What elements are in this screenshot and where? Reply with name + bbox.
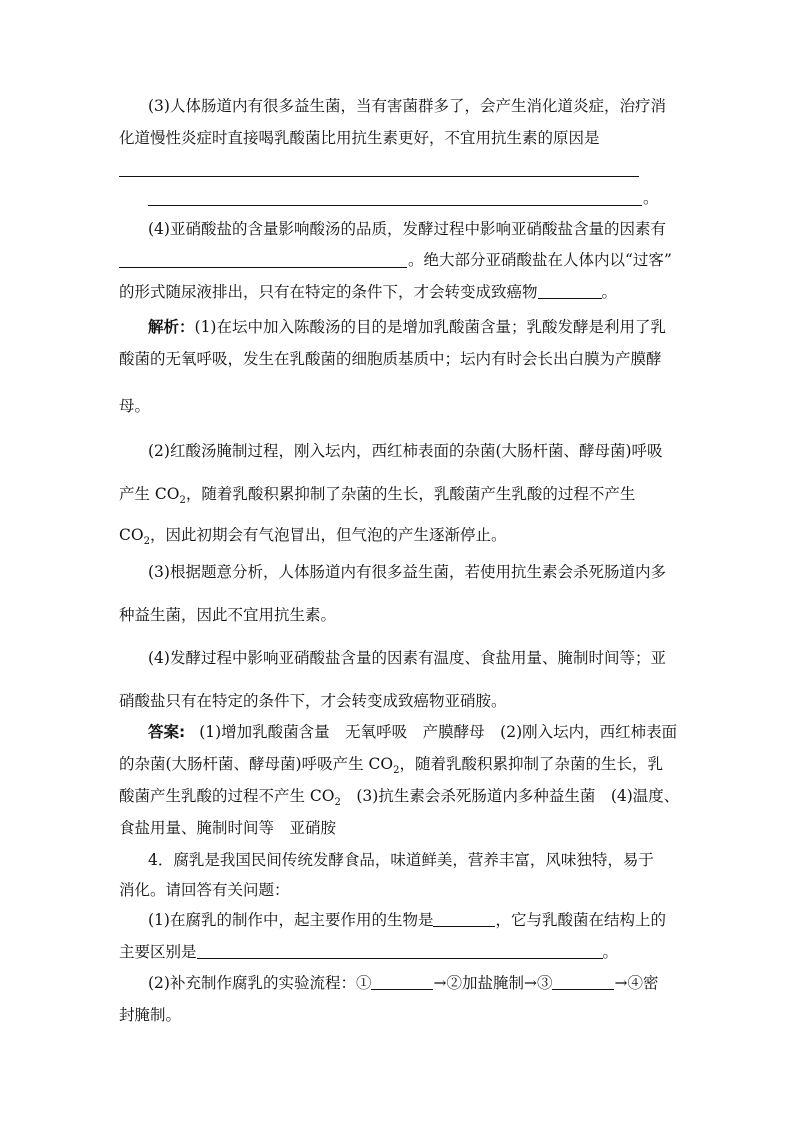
q4-sub1-blank-2[interactable] — [197, 944, 603, 959]
q4-answer-blank-1[interactable] — [119, 267, 407, 268]
analysis-p2-line-3 — [119, 525, 679, 552]
answer-line-2 — [119, 754, 679, 781]
analysis-p2-text-c: ，因此初期会有气泡冒出，但气泡的产生逐渐停止。 — [149, 526, 507, 544]
answer-line-3 — [119, 786, 679, 813]
q4-line-3-end: 。 — [601, 283, 618, 301]
q4-sub1-text-c: 主要区别是 — [119, 943, 197, 961]
q4-line-1: (4)亚硝酸盐的含量影响酸汤的品质，发酵过程中影响亚硝酸盐含量的因素有 — [148, 220, 666, 238]
q4-sub1-text-a: (1)在腐乳的制作中，起主要作用的生物是 — [148, 911, 434, 929]
q4-sub2-line-2: 封腌制。 — [119, 1006, 182, 1024]
answer-line-3-a: 酸菌产生乳酸的过程不产生 CO — [119, 787, 335, 805]
analysis-p3-line-2: 种益生菌，因此不宜用抗生素。 — [119, 606, 337, 624]
q4-sub2-blank-2[interactable] — [552, 975, 614, 990]
q4-answer-blank-2[interactable] — [538, 284, 602, 299]
analysis-p2-text-b: ，随着乳酸积累抑制了杂菌的生长，乳酸菌产生乳酸的过程不产生 — [185, 485, 636, 503]
q4-line-3 — [119, 282, 679, 302]
q4-sub1-line-2 — [119, 942, 679, 962]
subscript-2: 2 — [179, 495, 186, 506]
answer-line-2-b: ，随着乳酸积累抑制了杂菌的生长，乳 — [399, 755, 663, 773]
question-4-line-1: 4．腐乳是我国民间传统发酵食品，味道鲜美，营养丰富，风味独特，易于 — [148, 851, 654, 869]
answer-line-1-text: (1)增加乳酸菌含量 无氧呼吸 产膜酵母 (2)刚入坛内，西红柿表面 — [199, 723, 678, 741]
analysis-p1-line-1 — [148, 317, 708, 337]
q4-sub1-blank-1[interactable] — [433, 912, 495, 927]
subscript-2: 2 — [334, 797, 341, 808]
analysis-p3-line-1: (3)根据题意分析，人体肠道内有很多益生菌，若使用抗生素会杀死肠道内多 — [148, 563, 666, 581]
analysis-p1-text: (1)在坛中加入陈酸汤的目的是增加乳酸菌含量；乳酸发酵是利用了乳 — [194, 318, 666, 336]
q4-sub2-text-b: →②加盐腌制→③ — [433, 974, 553, 992]
subscript-2: 2 — [393, 765, 400, 776]
analysis-p4-line-2: 硝酸盐只有在特定的条件下，才会转变成致癌物亚硝胺。 — [119, 692, 507, 710]
answer-line-1 — [148, 722, 708, 742]
q4-sub2-text-c: →④密 — [614, 974, 659, 992]
answer-line-2-a: 的杂菌(大肠杆菌、酵母菌)呼吸产生 CO — [119, 755, 394, 773]
analysis-p2-co2-a: 产生 CO — [119, 485, 180, 503]
q4-sub1-line-1 — [148, 910, 708, 930]
q4-sub2-blank-1[interactable] — [371, 975, 433, 990]
analysis-p1-line-3: 母。 — [119, 397, 151, 415]
q4-sub1-end: 。 — [602, 943, 619, 961]
q4-line-3-text: 的形式随尿液排出，只有在特定的条件下，才会转变成致癌物 — [119, 283, 538, 301]
q3-line-1: (3)人体肠道内有很多益生菌，当有害菌群多了，会产生消化道炎症，治疗消 — [148, 97, 666, 115]
analysis-p2-line-1: (2)红酸汤腌制过程，刚入坛内，西红柿表面的杂菌(大肠杆菌、酵母菌)呼吸 — [148, 442, 663, 460]
analysis-p2-line-2 — [119, 484, 679, 511]
q3-end-mark: 。 — [643, 189, 659, 207]
q4-line-2: 。绝大部分亚硝酸盐在人体内以“过客” — [408, 251, 672, 269]
analysis-label: 解析： — [148, 318, 195, 336]
q4-sub1-text-b: ，它与乳酸菌在结构上的 — [495, 911, 666, 929]
q4-sub2-text-a: (2)补充制作腐乳的实验流程：① — [148, 974, 372, 992]
analysis-p1-line-2: 酸菌的无氧呼吸，发生在乳酸菌的细胞质基质中；坛内有时会长出白膜为产膜酵 — [119, 350, 662, 368]
q3-answer-blank-2[interactable] — [148, 205, 642, 206]
analysis-p2-co2-b: CO — [119, 526, 144, 544]
analysis-p4-line-1: (4)发酵过程中影响亚硝酸盐含量的因素有温度、食盐用量、腌制时间等；亚 — [148, 649, 666, 667]
q3-line-2: 化道慢性炎症时直接喝乳酸菌比用抗生素更好，不宜用抗生素的原因是 — [119, 129, 600, 147]
subscript-2: 2 — [143, 536, 150, 547]
answer-label: 答案: — [148, 723, 186, 741]
answer-line-4: 食盐用量、腌制时间等 亚硝胺 — [119, 819, 337, 837]
question-4-line-2: 消化。请回答有关问题： — [119, 881, 290, 899]
q3-answer-blank-1[interactable] — [119, 176, 639, 177]
answer-line-3-b: (3)抗生素会杀死肠道内多种益生菌 (4)温度、 — [340, 787, 680, 805]
q4-sub2-line-1 — [148, 973, 708, 993]
